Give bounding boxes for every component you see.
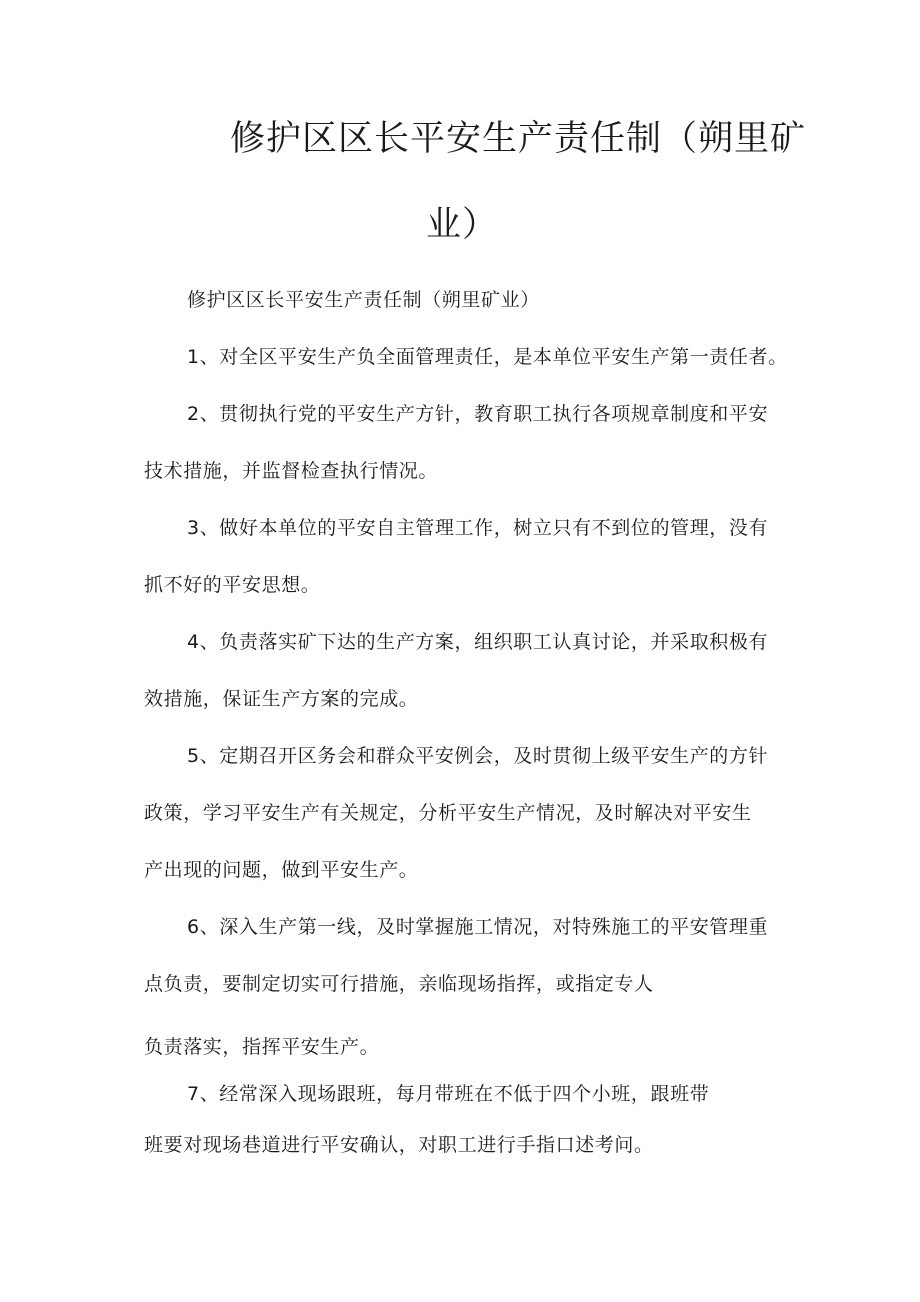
item-2-line-1: 2、贯彻执行党的平安生产方针，教育职工执行各项规章制度和平安	[187, 403, 769, 425]
item-3-line-1: 3、做好本单位的平安自主管理工作，树立只有不到位的管理，没有	[187, 517, 769, 539]
item-7-line-2: 班要对现场巷道进行平安确认，对职工进行手指口述考问。	[144, 1134, 654, 1156]
item-6-line-2: 点负责，要制定切实可行措施，亲临现场指挥，或指定专人	[144, 973, 654, 995]
item-6-line-3: 负责落实，指挥平安生产。	[144, 1036, 380, 1058]
item-5-line-3: 产出现的问题，做到平安生产。	[144, 859, 419, 881]
item-5-line-2: 政策，学习平安生产有关规定，分析平安生产情况，及时解决对平安生	[144, 802, 752, 824]
item-7-line-1: 7、经常深入现场跟班，每月带班在不低于四个小班，跟班带	[187, 1083, 710, 1105]
item-3-line-2: 抓不好的平安思想。	[144, 574, 321, 596]
document-subtitle: 修护区区长平安生产责任制（朔里矿业）	[187, 289, 540, 311]
document-title-line-1: 修护区区长平安生产责任制（朔里矿	[230, 119, 807, 159]
item-6-line-1: 6、深入生产第一线，及时掌握施工情况，对特殊施工的平安管理重	[187, 916, 769, 938]
document-title-line-2: 业）	[426, 205, 499, 245]
item-4-line-1: 4、负责落实矿下达的生产方案，组织职工认真讨论，并采取积极有	[187, 631, 769, 653]
item-5-line-1: 5、定期召开区务会和群众平安例会，及时贯彻上级平安生产的方针	[187, 745, 769, 767]
item-4-line-2: 效措施，保证生产方案的完成。	[144, 688, 419, 710]
item-2-line-2: 技术措施，并监督检查执行情况。	[144, 460, 439, 482]
item-1-line-1: 1、对全区平安生产负全面管理责任，是本单位平安生产第一责任者。	[187, 346, 788, 368]
